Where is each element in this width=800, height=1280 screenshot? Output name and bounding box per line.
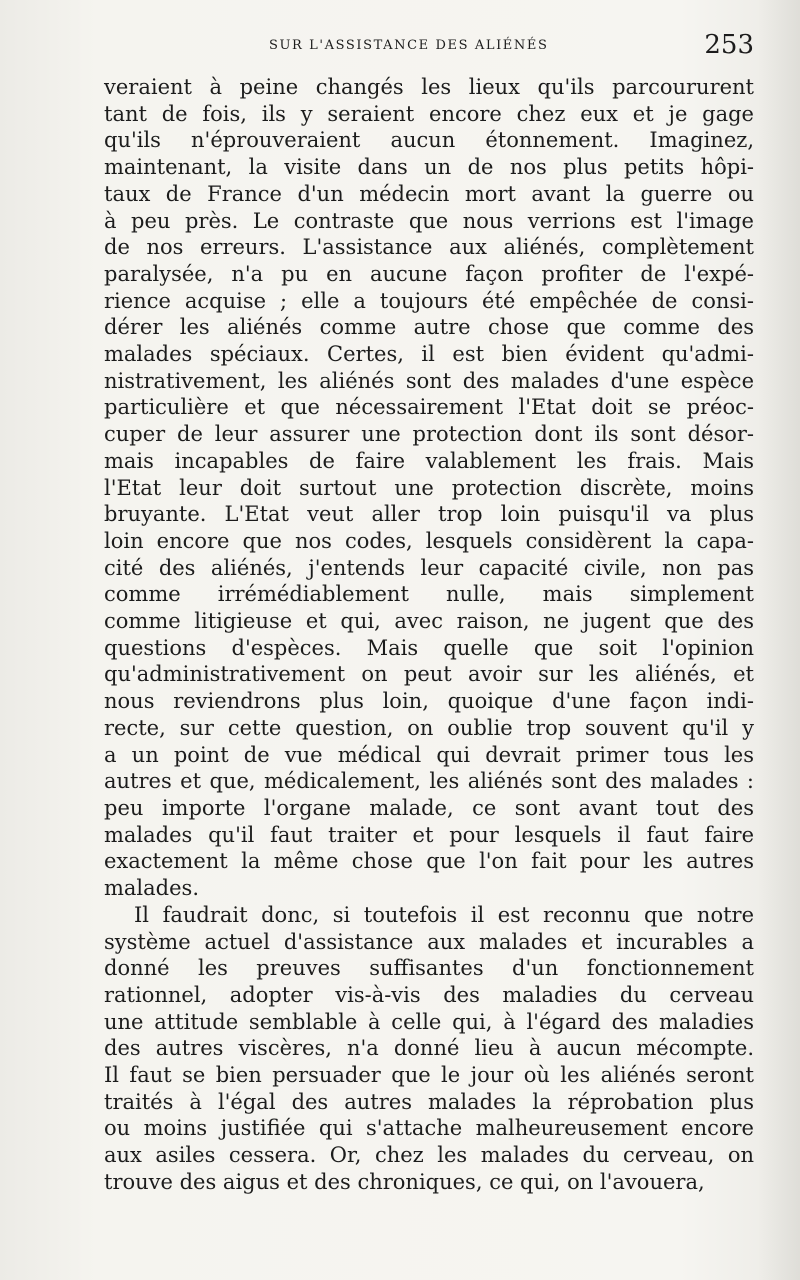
text-line: exactement la même chose que l'on fait pour les autres: [104, 849, 754, 874]
text-line: veraient à peine changés les lieux qu'ils parcoururent: [104, 75, 754, 99]
text-line: autres et que, médicalement, les aliénés sont des malades :: [104, 769, 754, 794]
text-line: paralysée, n'a pu en aucune façon profiter de l'expé-: [104, 261, 754, 286]
text-line: de nos erreurs. L'assistance aux aliénés, complètement: [104, 235, 754, 260]
text-line: cité des aliénés, j'entends leur capacité civile, non pas: [104, 555, 754, 580]
text-line: ou moins justifiée qui s'attache malheureusement encore: [104, 1116, 754, 1141]
text-line: nistrativement, les aliénés sont des malades d'une espèce: [104, 368, 754, 393]
text-line: traités à l'égal des autres malades la réprobation plus: [104, 1089, 754, 1114]
text-line: malades spéciaux. Certes, il est bien évident qu'admi-: [104, 342, 754, 367]
text-line: recte, sur cette question, on oublie trop souvent qu'il y: [104, 715, 754, 740]
text-line: tant de fois, ils y seraient encore chez eux et je gage: [104, 101, 754, 126]
page-header: [104, 30, 754, 70]
text-line: système actuel d'assistance aux malades et incurables a: [104, 929, 754, 954]
text-line: cuper de leur assurer une protection dont ils sont désor-: [104, 422, 754, 447]
text-line: qu'administrativement on peut avoir sur les aliénés, et: [104, 662, 754, 687]
text-line: Il faudrait donc, si toutefois il est reconnu que notre: [134, 902, 754, 927]
text-line: trouve des aigus et des chroniques, ce qui, on l'avouera,: [104, 1169, 705, 1194]
text-line: dérer les aliénés comme autre chose que comme des: [104, 315, 754, 340]
text-line: peu importe l'organe malade, ce sont avant tout des: [104, 795, 754, 820]
text-line: malades qu'il faut traiter et pour lesquels il faut faire: [104, 822, 754, 847]
text-line: donné les preuves suffisantes d'un fonctionnement: [104, 956, 754, 981]
text-line: Il faut se bien persuader que le jour où les aliénés seront: [104, 1063, 754, 1088]
text-line: l'Etat leur doit surtout une protection discrète, moins: [104, 475, 754, 500]
page-number: 253: [704, 30, 754, 60]
text-line: loin encore que nos codes, lesquels considèrent la capa-: [104, 528, 754, 553]
text-line: nous reviendrons plus loin, quoique d'une façon indi-: [104, 689, 754, 714]
text-line: rience acquise ; elle a toujours été empêchée de consi-: [104, 288, 754, 313]
text-line: taux de France d'un médecin mort avant la guerre ou: [104, 181, 754, 206]
text-line: questions d'espèces. Mais quelle que soit l'opinion: [104, 635, 754, 660]
text-line: bruyante. L'Etat veut aller trop loin puisqu'il va plus: [104, 502, 754, 527]
text-line: particulière et que nécessairement l'Etat doit se préoc-: [104, 395, 754, 420]
text-line: à peu près. Le contraste que nous verrions est l'image: [104, 208, 754, 233]
text-line: maintenant, la visite dans un de nos plus petits hôpi-: [104, 155, 754, 180]
text-line: des autres viscères, n'a donné lieu à aucun mécompte.: [104, 1036, 754, 1061]
text-line: qu'ils n'éprouveraient aucun étonnement. Imaginez,: [104, 128, 754, 153]
body-text: [104, 74, 754, 1196]
text-line: comme litigieuse et qui, avec raison, ne jugent que des: [104, 609, 754, 634]
text-line: rationnel, adopter vis-à-vis des maladies du cerveau: [104, 982, 754, 1007]
text-line: une attitude semblable à celle qui, à l'égard des maladies: [104, 1009, 754, 1034]
text-line: mais incapables de faire valablement les frais. Mais: [104, 448, 754, 473]
running-head: SUR L'ASSISTANCE DES ALIÉNÉS: [269, 38, 549, 53]
text-line: aux asiles cessera. Or, chez les malades du cerveau, on: [104, 1143, 754, 1168]
text-line: a un point de vue médical qui devrait primer tous les: [104, 742, 754, 767]
text-line: malades.: [104, 876, 199, 901]
paragraph: [104, 902, 754, 1196]
text-line: comme irrémédiablement nulle, mais simplement: [104, 582, 754, 607]
page-edge-shadow: [758, 0, 800, 1280]
paragraph-continued: [104, 74, 754, 902]
